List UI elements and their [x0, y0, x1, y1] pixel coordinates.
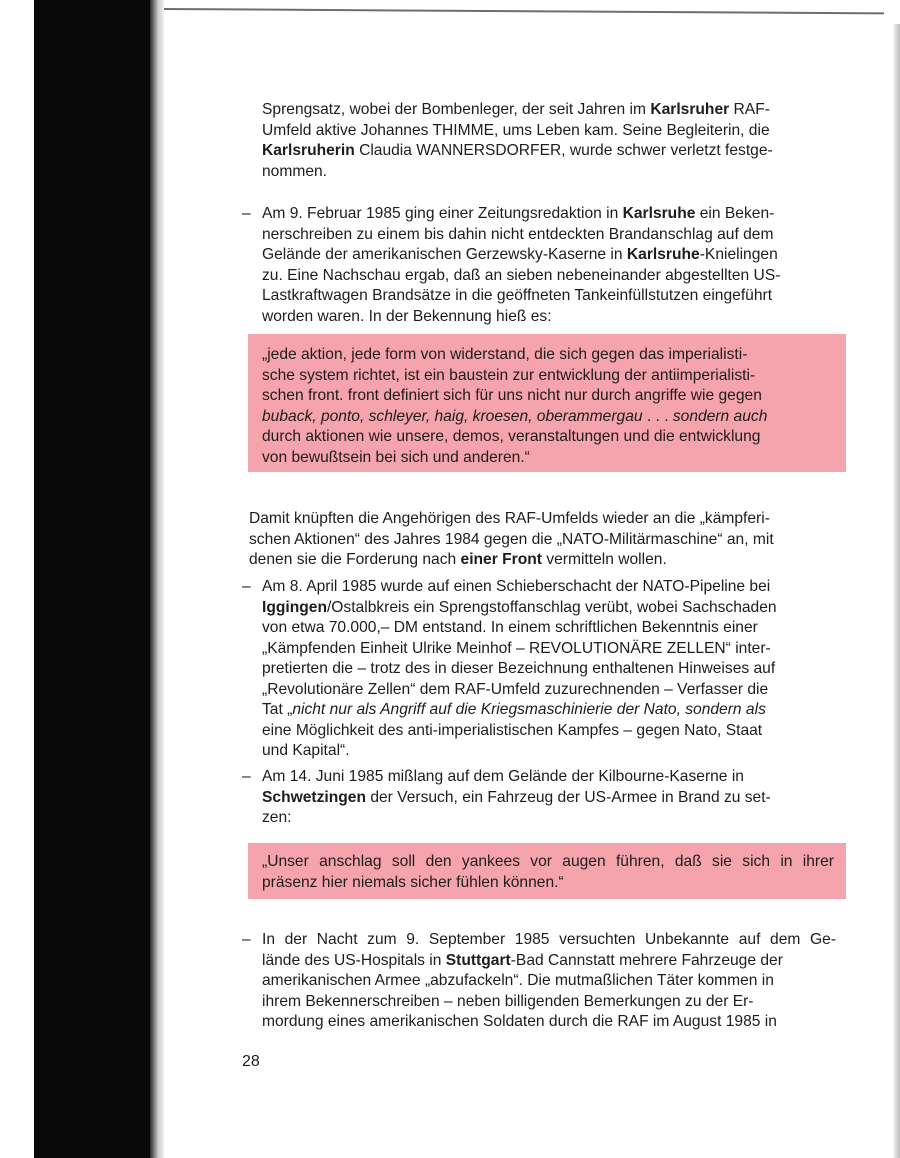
- quote-bekennung-schwetzingen: [262, 852, 834, 893]
- text-line: Umfeld aktive Johannes THIMME, ums Leben kam. Seine Begleiterin, die: [262, 121, 770, 139]
- list-dash: –: [242, 205, 251, 222]
- list-item-schwetzingen: [262, 767, 836, 829]
- text-line: In der Nacht zum 9. September 1985 versuchten Unbekannte auf dem Ge-: [262, 931, 836, 948]
- list-item-stuttgart: [262, 930, 836, 1033]
- text-line: Damit knüpften die Angehörigen des RAF-Umfelds wieder an die „kämpferi-: [249, 510, 770, 527]
- text-line: Iggingen/Ostalbkreis ein Sprengstoffanschlag verübt, wobei Sachschaden: [262, 598, 777, 616]
- text-line: eine Möglichkeit des anti-imperialistischen Kampfes – gegen Nato, Staat: [262, 721, 763, 739]
- text-line: und Kapital“.: [262, 742, 350, 759]
- text-line: „jede aktion, jede form von widerstand, die sich gegen das imperialisti-: [262, 346, 748, 363]
- text-line: amerikanischen Armee „abzufackeln“. Die mutmaßlichen Täter kommen in: [262, 972, 774, 989]
- text-line: Schwetzingen der Versuch, ein Fahrzeug der US-Armee in Brand zu set-: [262, 788, 771, 806]
- quote-bekennung-karlsruhe: [262, 345, 834, 468]
- list-item-karlsruhe: [262, 204, 836, 327]
- text-line: lände des US-Hospitals in Stuttgart-Bad Cannstatt mehrere Fahrzeuge der: [262, 951, 783, 969]
- text-line: Am 9. Februar 1985 ging einer Zeitungsredaktion in Karlsruhe ein Beken-: [262, 205, 775, 222]
- text-line: zen:: [262, 809, 292, 826]
- text-line: Gelände der amerikanischen Gerzewsky-Kaserne in Karlsruhe-Knielingen: [262, 246, 778, 263]
- text-line: durch aktionen wie unsere, demos, veranstaltungen und die entwicklung: [262, 428, 761, 445]
- text-line: „Unser anschlag soll den yankees vor augen führen, daß sie sich in ihrer: [262, 853, 834, 870]
- list-dash: –: [242, 768, 251, 785]
- page-number: 28: [242, 1053, 260, 1070]
- text-line: zu. Eine Nachschau ergab, daß an sieben nebeneinander abgestellten US-: [262, 266, 781, 284]
- text-line: Karlsruherin Claudia WANNERSDORFER, wurde schwer verletzt festge-: [262, 142, 773, 159]
- text-line: nerschreiben zu einem bis dahin nicht entdeckten Brandanschlag auf dem: [262, 225, 774, 243]
- text-line: Sprengsatz, wobei der Bombenleger, der seit Jahren im Karlsruher RAF-: [262, 101, 770, 118]
- paragraph-kaempferische-aktionen: [249, 509, 837, 571]
- text-line: Am 8. April 1985 wurde auf einen Schieberschacht der NATO-Pipeline bei: [262, 578, 771, 595]
- text-line: schen Aktionen“ des Jahres 1984 gegen die „NATO-Militärmaschine“ an, mit: [249, 530, 774, 548]
- text-line: ihrem Bekennerschreiben – neben billigenden Bemerkungen zu der Er-: [262, 992, 754, 1010]
- text-line: „Revolutionäre Zellen“ dem RAF-Umfeld zuzurechnenden – Verfasser die: [262, 680, 769, 698]
- paragraph-intro: [262, 100, 836, 182]
- list-dash: –: [242, 931, 251, 948]
- text-line: nommen.: [262, 162, 328, 180]
- list-dash: –: [242, 578, 251, 595]
- text-line: schen front. front definiert sich für uns nicht nur durch angriffe wie gegen: [262, 387, 762, 404]
- text-line: buback, ponto, schleyer, haig, kroesen, oberammergau . . . sondern auch: [262, 407, 768, 425]
- text-line: mordung eines amerikanischen Soldaten durch die RAF im August 1985 in: [262, 1013, 777, 1030]
- text-line: denen sie die Forderung nach einer Front vermitteln wollen.: [249, 551, 667, 568]
- text-line: sche system richtet, ist ein baustein zur entwicklung der antiimperialisti-: [262, 366, 756, 384]
- text-line: von etwa 70.000,– DM entstand. In einem schriftlichen Bekenntnis einer: [262, 619, 758, 636]
- text-line: Am 14. Juni 1985 mißlang auf dem Gelände der Kilbourne-Kaserne in: [262, 768, 744, 785]
- text-line: Lastkraftwagen Brandsätze in die geöffneten Tankeinfüllstutzen eingeführt: [262, 287, 773, 304]
- text-line: von bewußtsein bei sich und anderen.“: [262, 448, 530, 466]
- list-item-iggingen: [262, 577, 836, 762]
- text-line: worden waren. In der Bekennung hieß es:: [262, 307, 552, 325]
- text-line: präsenz hier niemals sicher fühlen können.“: [262, 873, 564, 891]
- text-line: „Kämpfenden Einheit Ulrike Meinhof – REVOLUTIONÄRE ZELLEN“ inter-: [262, 639, 771, 657]
- text-line: Tat „nicht nur als Angriff auf die Kriegsmaschinierie der Nato, sondern als: [262, 701, 766, 718]
- text-line: pretierten die – trotz des in dieser Bezeichnung enthaltenen Hinweises auf: [262, 660, 776, 677]
